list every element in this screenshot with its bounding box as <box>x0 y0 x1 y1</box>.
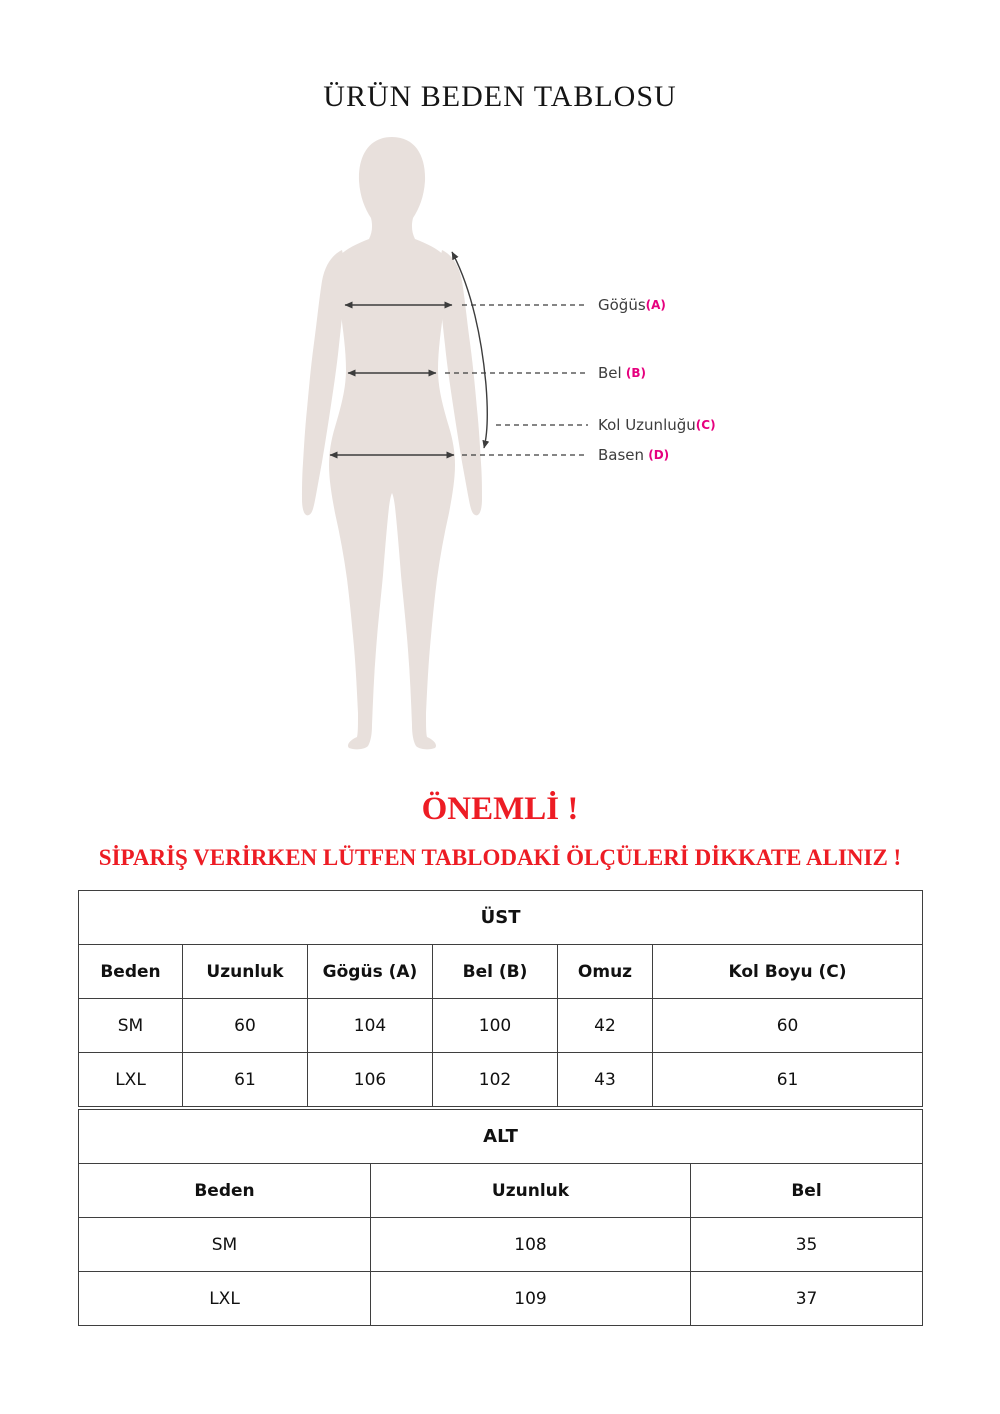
alt-section-row <box>79 1110 923 1164</box>
measurement-figure-svg <box>0 130 1000 760</box>
alt-header-row <box>79 1164 923 1218</box>
size-cell: 37 <box>691 1272 923 1326</box>
size-cell: LXL <box>79 1272 371 1326</box>
measurement-label-chest <box>598 296 666 314</box>
size-cell: 102 <box>433 1053 558 1107</box>
header-cell: Gögüs (A) <box>308 945 433 999</box>
body-silhouette <box>302 137 482 749</box>
size-cell: 60 <box>653 999 923 1053</box>
size-cell: 61 <box>183 1053 308 1107</box>
alt-section-title: ALT <box>79 1110 923 1164</box>
size-cell: LXL <box>79 1053 183 1107</box>
ust-size-table <box>78 890 923 1107</box>
silhouette-torso-legs <box>329 137 455 749</box>
important-heading: ÖNEMLİ ! <box>421 791 579 827</box>
ust-row-sm <box>79 999 923 1053</box>
size-cell: 61 <box>653 1053 923 1107</box>
size-cell: 109 <box>371 1272 691 1326</box>
important-subheading: SİPARİŞ VERİRKEN LÜTFEN TABLODAKİ ÖLÇÜLERİ DİKKATE ALINIZ ! <box>98 845 902 870</box>
measurement-label-waist-text: Bel <box>598 364 622 382</box>
measurement-label-arm <box>598 416 716 434</box>
size-cell: 108 <box>371 1218 691 1272</box>
size-cell: SM <box>79 1218 371 1272</box>
size-cell: SM <box>79 999 183 1053</box>
alt-row-sm <box>79 1218 923 1272</box>
alt-size-table <box>78 1109 923 1326</box>
size-cell: 100 <box>433 999 558 1053</box>
measurement-letter-d: (D) <box>644 448 670 462</box>
measurement-label-chest-text: Göğüs <box>598 296 646 314</box>
size-cell: 104 <box>308 999 433 1053</box>
size-cell: 43 <box>558 1053 653 1107</box>
header-cell: Omuz <box>558 945 653 999</box>
header-cell: Uzunluk <box>371 1164 691 1218</box>
page-title: ÜRÜN BEDEN TABLOSU <box>323 80 677 113</box>
size-cell: 42 <box>558 999 653 1053</box>
measurement-letter-c: (C) <box>695 418 716 432</box>
header-cell: Kol Boyu (C) <box>653 945 923 999</box>
body-measurement-diagram <box>0 130 1000 760</box>
header-cell: Bel (B) <box>433 945 558 999</box>
header-cell: Uzunluk <box>183 945 308 999</box>
ust-section-title: ÜST <box>79 891 923 945</box>
measurement-label-hip <box>598 446 669 464</box>
measurement-label-hip-text: Basen <box>598 446 645 464</box>
measurement-letter-a: (A) <box>645 298 666 312</box>
ust-header-row <box>79 945 923 999</box>
measurement-label-waist <box>598 364 646 382</box>
ust-row-lxl <box>79 1053 923 1107</box>
measurement-label-arm-text: Kol Uzunluğu <box>598 416 696 434</box>
alt-row-lxl <box>79 1272 923 1326</box>
header-cell: Bel <box>691 1164 923 1218</box>
size-cell: 60 <box>183 999 308 1053</box>
size-cell: 35 <box>691 1218 923 1272</box>
measurement-letter-b: (B) <box>621 366 646 380</box>
header-cell: Beden <box>79 945 183 999</box>
size-cell: 106 <box>308 1053 433 1107</box>
header-cell: Beden <box>79 1164 371 1218</box>
ust-section-row <box>79 891 923 945</box>
